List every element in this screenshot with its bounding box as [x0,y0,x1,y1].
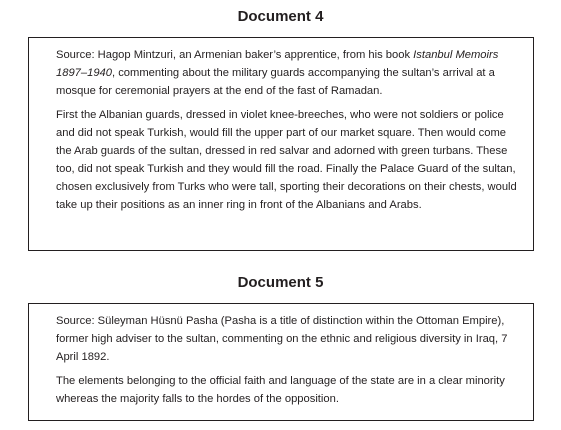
document-5-body: The elements belonging to the official faith and language of the state are in a clear minority whereas the majority falls to the hordes of the opposition. [56,375,505,405]
document-4-source-suffix: , commenting about the military guards accompanying the sultan’s arrival at a mosque for ceremonial prayers at the end of the fast of Ramadan. [56,67,495,97]
document-5-title: Document 5 [237,274,324,291]
document-4-title: Document 4 [237,8,324,25]
document-4-source-prefix: Source: Hagop Mintzuri, an Armenian baker’s apprentice, from his book [56,49,414,61]
document-4-box [28,37,534,251]
document-5-box [28,303,534,421]
document-4-source [56,46,519,100]
document-4-body: First the Albanian guards, dressed in violet knee-breeches, who were not soldiers or police and did not speak Turkish, would fill the upper part of our market square. Then would come the Arab guards of the sultan, dressed in red salvar and adorned with green turbans. These too, did not speak Turkish and they would fill the road. Finally the Palace Guard of the sultan, chosen exclusively from Turks who were tall, sporting their decorations on their chests, would take up their positions as an inner ring in front of the Albanians and Arabs. [56,109,517,211]
document-4-book-title: Istanbul Memoirs 1897–1940 [56,49,499,79]
document-5-source: Source: Süleyman Hüsnü Pasha (Pasha is a title of distinction within the Ottoman Empire), former high adviser to the sultan, commenting on the ethnic and religious diversity in Iraq, 7 April 1892. [56,315,508,363]
